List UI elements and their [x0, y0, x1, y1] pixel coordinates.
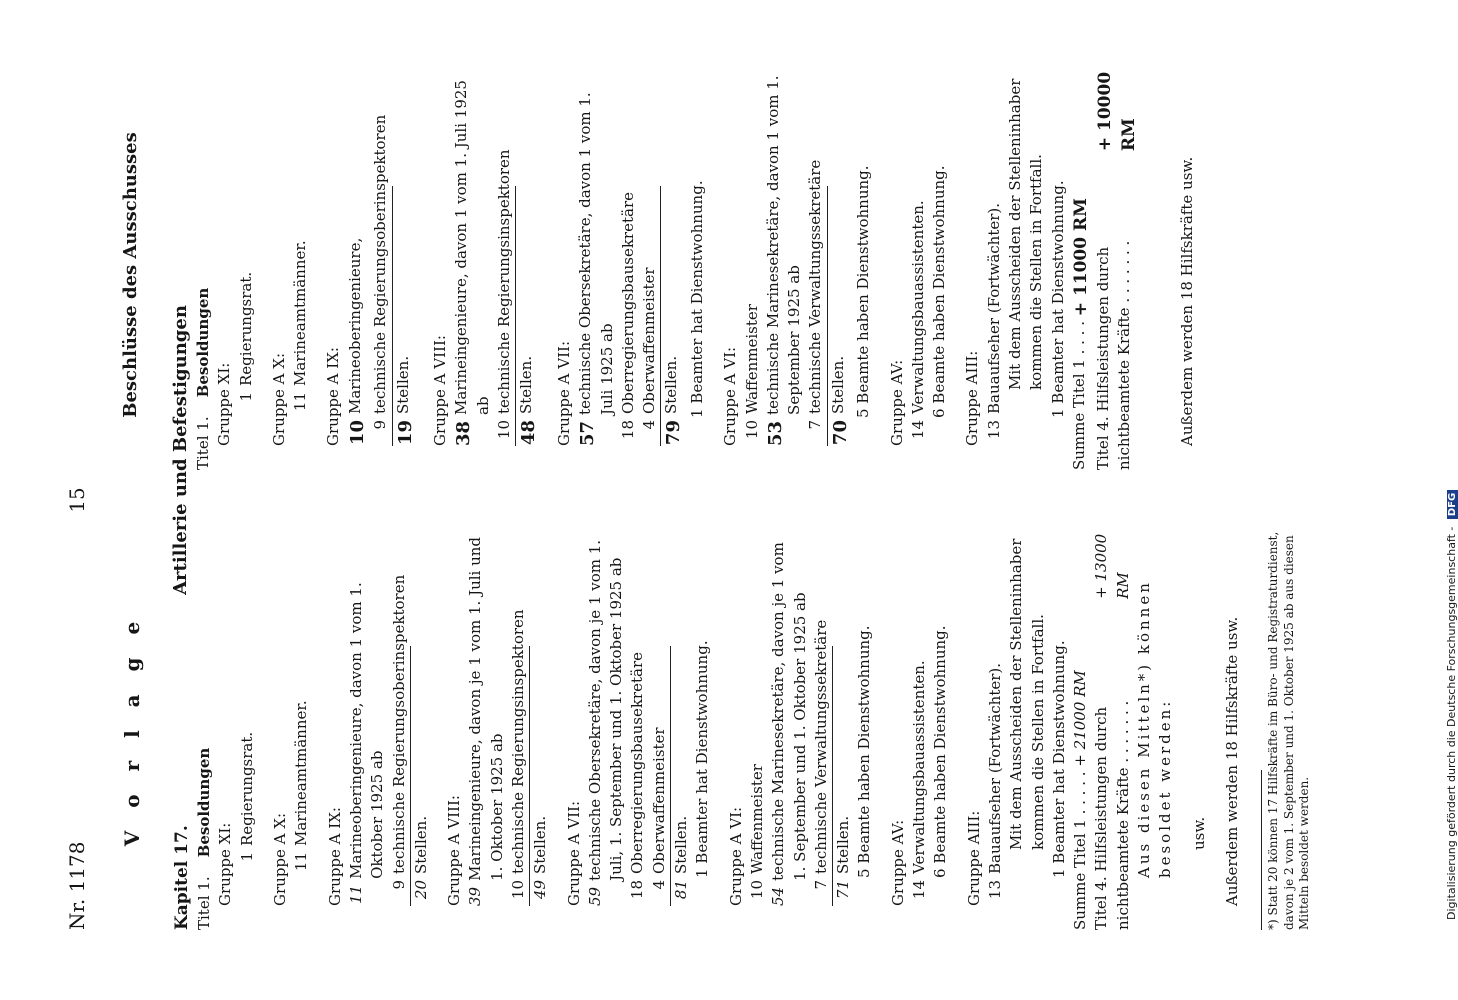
line-number: 38 [453, 420, 475, 446]
line-number: 10 [495, 420, 514, 440]
sum-text: Stellen. [672, 815, 691, 874]
group-head: Gruppe A VII: [564, 801, 583, 906]
page-header [65, 70, 105, 930]
line-text: Marineoberingenieure, [345, 237, 364, 414]
titel4-label: Titel 4. Hilfsleistungen durch nichtbeamtete Kräfte . . . . . . . [1092, 700, 1132, 930]
group-head: Gruppe A IX: [324, 347, 343, 446]
line-number: 11 [291, 392, 310, 412]
line-number: 9 [389, 880, 408, 890]
line-text: technische Regierungsoberinspektoren [389, 574, 408, 874]
dfg-logo: DFG [1447, 490, 1458, 519]
line-number: 13 [985, 880, 1004, 900]
left-heading: V o r l a g e [120, 613, 144, 847]
mittel-text: Aus diesen Mitteln*) können besoldet werden: [1135, 580, 1175, 878]
right-column [170, 70, 1199, 470]
group-head: Gruppe AIII: [963, 350, 982, 446]
line-text: technische Regierungsinspektoren [495, 149, 514, 414]
line-number: 53 [764, 420, 786, 446]
line-number: 7 [806, 420, 825, 430]
line-text: Oberwaffenmeister [649, 727, 668, 874]
titel-label: Titel 1. [194, 416, 212, 470]
line-number: 1 [236, 392, 255, 402]
sum-number: 71 [834, 880, 853, 900]
footnote-rule [1261, 770, 1262, 930]
group-head: Gruppe A X: [269, 353, 288, 446]
line-text: technische Marinesekretäre, davon 1 vom 1. September 1925 ab [763, 75, 804, 415]
group-head: Gruppe A VIII: [431, 335, 450, 446]
line-text: Marineingenieure, davon je 1 vom 1. Juli und 1. Oktober 1925 ab [466, 536, 506, 881]
line-text: Bauaufseher (Fortwächter). [984, 202, 1003, 414]
line-text: technische Regierungsinspektoren [508, 609, 527, 874]
document-page [55, 70, 1458, 930]
group-head: Gruppe AV: [887, 359, 906, 446]
group-head: Gruppe A VIII: [445, 795, 464, 906]
group-head: Gruppe A X: [271, 813, 290, 906]
sum-number: 19 [394, 420, 416, 446]
group-head: Gruppe XI: [215, 362, 234, 446]
digitization-note [1445, 0, 1458, 920]
line-text: Verwaltungsbauassistenten. [908, 200, 927, 414]
left-column [170, 530, 1313, 930]
line-number: 59 [585, 886, 604, 906]
line-text: Marineamtmänner. [292, 700, 311, 846]
line-number: 13 [984, 420, 1003, 440]
line-text: technische Obersekretäre, davon je 1 vom 1. Juli, 1. September und 1. Oktober 1925 ab [585, 539, 626, 881]
line-number: 10 [747, 880, 766, 900]
summe-amount: + 11000 RM [1070, 198, 1091, 317]
line-text: Oberwaffenmeister [640, 267, 659, 414]
sum-number: 20 [411, 880, 430, 900]
titel4-label: Titel 4. Hilfsleistungen durch nichtbeamtete Kräfte . . . . . . . [1094, 240, 1134, 470]
line-number: 1 [237, 852, 256, 862]
line-text: technische Marinesekretäre, davon je 1 vom 1. September und 1. Oktober 1925 ab [769, 542, 809, 881]
summe-label: Summe Titel 1 . . . . . [1071, 771, 1090, 930]
page-number: 15 [65, 487, 89, 513]
sum-text: Stellen. [393, 355, 412, 414]
line-text: technische Verwaltungssekretäre [806, 159, 825, 414]
line-number: 4 [649, 880, 668, 890]
besoldungen-label: Besoldungen [195, 747, 214, 858]
note: 1 Beamter hat Dienstwohnung. [1049, 640, 1068, 878]
note: 5 Beamte haben Dienstwohnung. [855, 625, 874, 878]
note: 5 Beamte haben Dienstwohnung. [854, 165, 873, 418]
line-text: Waffenmeister [747, 764, 766, 874]
line-text: Oberregierungsbausekretäre [628, 652, 647, 874]
sum-number: 49 [531, 880, 550, 900]
ausserdem-text: Außerdem werden 18 Hilfskräfte usw. [1222, 616, 1241, 906]
kapitel-label: Kapitel 17. [172, 825, 192, 930]
line-number: 10 [346, 420, 368, 446]
sum-text: Stellen. [411, 815, 430, 874]
line-text: Regierungsrat. [237, 731, 256, 846]
besoldungen-label: Besoldungen [194, 287, 212, 398]
note: 6 Beamte haben Dienstwohnung. [931, 625, 950, 878]
doc-number: Nr. 1178 [65, 841, 89, 930]
line-text: Marineoberingenieure, davon 1 vom 1. Oktober 1925 ab [346, 582, 387, 879]
note: 6 Beamte haben Dienstwohnung. [930, 165, 949, 418]
group-head: Gruppe AIII: [964, 810, 983, 906]
line-text: technische Verwaltungssekretäre [811, 619, 830, 874]
note: 1 Beamter hat Dienstwohnung. [687, 180, 706, 418]
summe-label: Summe Titel 1 . . . . [1069, 321, 1088, 470]
line-number: 18 [628, 880, 647, 900]
footnote: *) Statt 20 können 17 Hilfskräfte im Büro- und Registraturdienst, davon je 2 vom 1. September und 1. Oktober 1925 ab aus diesen Mitteln besoldet werden. [1266, 531, 1312, 930]
line-text: Oberregierungsbausekretäre [618, 192, 637, 414]
line-number: 14 [908, 420, 927, 440]
sum-text: Stellen. [828, 355, 847, 414]
line-number: 10 [742, 420, 761, 440]
note: 1 Beamter hat Dienstwohnung. [1048, 180, 1067, 418]
group-head: Gruppe XI: [216, 822, 235, 906]
line-text: Marineamtmänner. [291, 240, 310, 386]
line-number: 9 [371, 420, 390, 430]
note: 1 Beamter hat Dienstwohnung. [693, 640, 712, 878]
sum-text: Stellen. [834, 815, 853, 874]
group-head: Gruppe AV: [888, 819, 907, 906]
line-text: Verwaltungsbauassistenten. [910, 660, 929, 874]
group-head: Gruppe A IX: [325, 807, 344, 906]
line-text: technische Obersekretäre, davon 1 vom 1. Juli 1925 ab [576, 92, 616, 415]
center-heading: Artillerie und Befestigungen [170, 305, 191, 595]
ausserdem-text: Außerdem werden 18 Hilfskräfte usw. [1178, 156, 1197, 446]
line-number: 10 [508, 880, 527, 900]
line-number: 4 [640, 420, 659, 430]
line-text: Bauaufseher (Fortwächter). [985, 662, 1004, 874]
line-number: 54 [769, 886, 788, 906]
usw-text: usw. [1189, 816, 1208, 850]
sum-text: Stellen. [531, 815, 550, 874]
digitization-text: Digitalisierung gefördert durch die Deutsche Forschungsgemeinschaft - [1445, 526, 1458, 920]
sum-text: Stellen. [662, 355, 681, 414]
group-head: Gruppe A VI: [721, 346, 740, 446]
line-text: technische Regierungsoberinspektoren [371, 114, 390, 414]
line-number: 57 [577, 420, 599, 446]
sum-number: 70 [829, 420, 851, 446]
line-text: Regierungsrat. [236, 271, 255, 386]
group-head: Gruppe A VI: [726, 806, 745, 906]
titel-label: Titel 1. [195, 876, 214, 930]
line-text: Waffenmeister [742, 304, 761, 414]
sum-number: 48 [518, 420, 540, 446]
titel4-amount: + 13000 RM [1092, 533, 1132, 599]
sum-text: Stellen. [517, 355, 536, 414]
titel4-amount: + 10000 RM [1095, 71, 1140, 152]
sum-number: 81 [672, 880, 691, 900]
sum-number: 79 [663, 420, 685, 446]
line-number: 39 [466, 886, 485, 906]
line-text: Mit dem Ausscheiden der Stelleninhaber kommen die Stellen in Fortfall. [1007, 538, 1047, 850]
line-text: Mit dem Ausscheiden der Stelleninhaber kommen die Stellen in Fortfall. [1006, 78, 1046, 390]
line-number: 7 [811, 880, 830, 890]
right-heading: Beschlüsse des Ausschusses [120, 132, 141, 418]
line-number: 18 [618, 420, 637, 440]
group-head: Gruppe A VII: [554, 341, 573, 446]
summe-amount: + 21000 RM [1071, 670, 1090, 767]
line-number: 14 [910, 880, 929, 900]
line-text: Marineingenieure, davon 1 vom 1. Juli 1925 ab [452, 80, 492, 415]
line-number: 11 [292, 852, 311, 872]
line-number: 11 [346, 884, 365, 904]
